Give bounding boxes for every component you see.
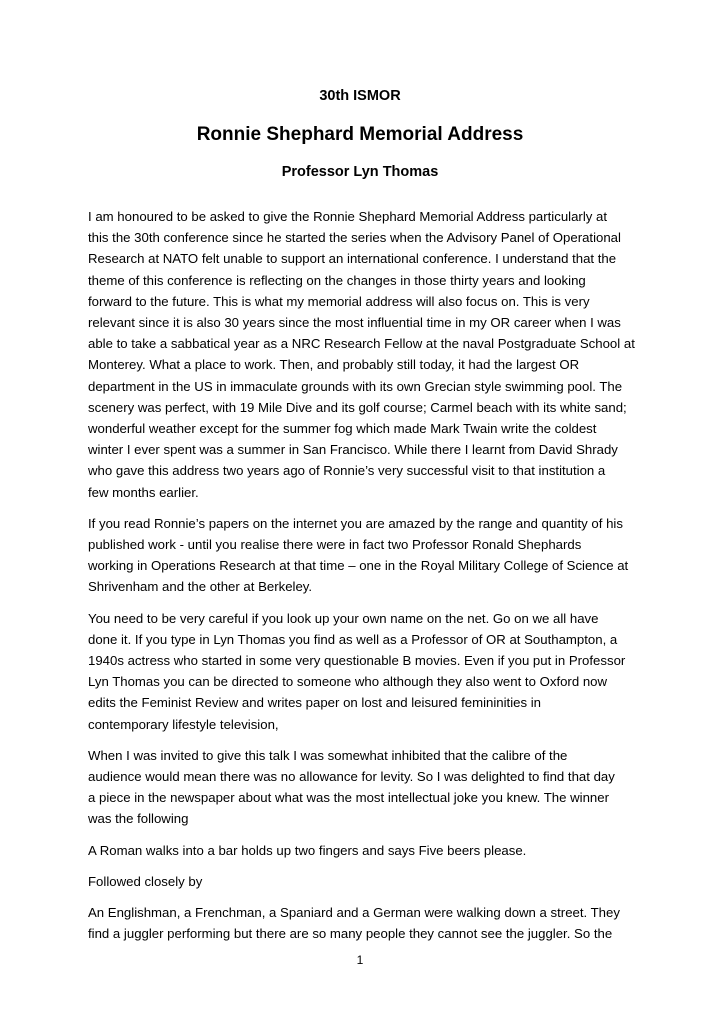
paragraph-line: A Roman walks into a bar holds up two fingers and says Five beers please. bbox=[88, 842, 527, 858]
paragraph-line: Lyn Thomas you can be directed to someone who although they also went to Oxford now bbox=[88, 674, 608, 690]
paragraph-line: I am honoured to be asked to give the Ronnie Shephard Memorial Address particularly at bbox=[88, 209, 608, 224]
paragraph bbox=[88, 608, 633, 735]
paragraph-line: was the following bbox=[88, 811, 189, 827]
paragraph-line: wonderful weather except for the summer fog which made Mark Twain write the coldest bbox=[88, 421, 597, 437]
paragraph-line: department in the US in immaculate grounds with its own Grecian style swimming pool. The bbox=[88, 378, 623, 394]
paragraph bbox=[88, 902, 633, 944]
paragraph-line: a piece in the newspaper about what was the most intellectual joke you knew. The winner bbox=[88, 790, 609, 806]
paragraph-line: who gave this address two years ago of Ronnie’s very successful visit to that institution a bbox=[88, 463, 606, 479]
conference-heading: 30th ISMOR bbox=[319, 88, 401, 104]
paragraph-line: 1940s actress who started in some very questionable B movies. Even if you put in Professor bbox=[88, 653, 626, 669]
paragraph bbox=[88, 871, 633, 892]
paragraph-line: winter I ever spent was a summer in San Francisco. While there I learnt from David Shrady bbox=[88, 442, 618, 458]
paragraph-line: forward to the future. This is what my memorial address will also focus on. This is very bbox=[88, 293, 590, 309]
body-text bbox=[88, 206, 633, 955]
paragraph bbox=[88, 206, 633, 503]
page-number: 1 bbox=[356, 953, 364, 967]
paragraph-line: published work - until you realise there were in fact two Professor Ronald Shephards bbox=[88, 537, 582, 553]
paragraph-line: able to take a sabbatical year as a NRC Research Fellow at the naval Postgraduate School at bbox=[88, 336, 635, 352]
author-name: Professor Lyn Thomas bbox=[281, 164, 439, 180]
paragraph-line: Research at NATO felt unable to support an international conference. I understand that the bbox=[88, 251, 617, 267]
paragraph-line: scenery was perfect, with 19 Mile Dive and its golf course; Carmel beach with its white sand; bbox=[88, 399, 627, 415]
paragraph-line: When I was invited to give this talk I was somewhat inhibited that the calibre of the bbox=[88, 747, 568, 763]
paragraph-line: done it. If you type in Lyn Thomas you find as well as a Professor of OR at Southampton, a bbox=[88, 631, 618, 647]
paragraph-line: audience would mean there was no allowance for levity. So I was delighted to find that day bbox=[88, 769, 615, 785]
paragraph-line: An Englishman, a Frenchman, a Spaniard and a German were walking down a street. They bbox=[88, 905, 620, 921]
document-title: Ronnie Shephard Memorial Address bbox=[196, 124, 524, 145]
paragraph-line: You need to be very careful if you look up your own name on the net. Go on we all have bbox=[88, 610, 599, 626]
paragraph-line: Followed closely by bbox=[88, 873, 203, 889]
paragraph-line: few months earlier. bbox=[88, 484, 199, 500]
paragraph bbox=[88, 513, 633, 598]
paragraph-line: If you read Ronnie’s papers on the internet you are amazed by the range and quantity of his bbox=[88, 515, 623, 531]
paragraph-line: contemporary lifestyle television, bbox=[88, 716, 279, 732]
paragraph-line: find a juggler performing but there are so many people they cannot see the juggler. So the bbox=[88, 926, 613, 942]
paragraph bbox=[88, 745, 633, 830]
paragraph-line: theme of this conference is reflecting on the changes in those thirty years and looking bbox=[88, 272, 586, 288]
paragraph-line: this the 30th conference since he started the series when the Advisory Panel of Operational bbox=[88, 230, 621, 246]
paragraph bbox=[88, 840, 633, 861]
paragraph-line: working in Operations Research at that time – one in the Royal Military College of Science at bbox=[88, 558, 629, 574]
paragraph-line: Monterey. What a place to work. Then, and probably still today, it had the largest OR bbox=[88, 357, 580, 373]
paragraph-line: relevant since it is also 30 years since the most influential time in my OR career when I was bbox=[88, 315, 621, 331]
paragraph-line: edits the Feminist Review and writes paper on lost and leisured femininities in bbox=[88, 695, 541, 711]
paragraph-line: Shrivenham and the other at Berkeley. bbox=[88, 579, 313, 595]
